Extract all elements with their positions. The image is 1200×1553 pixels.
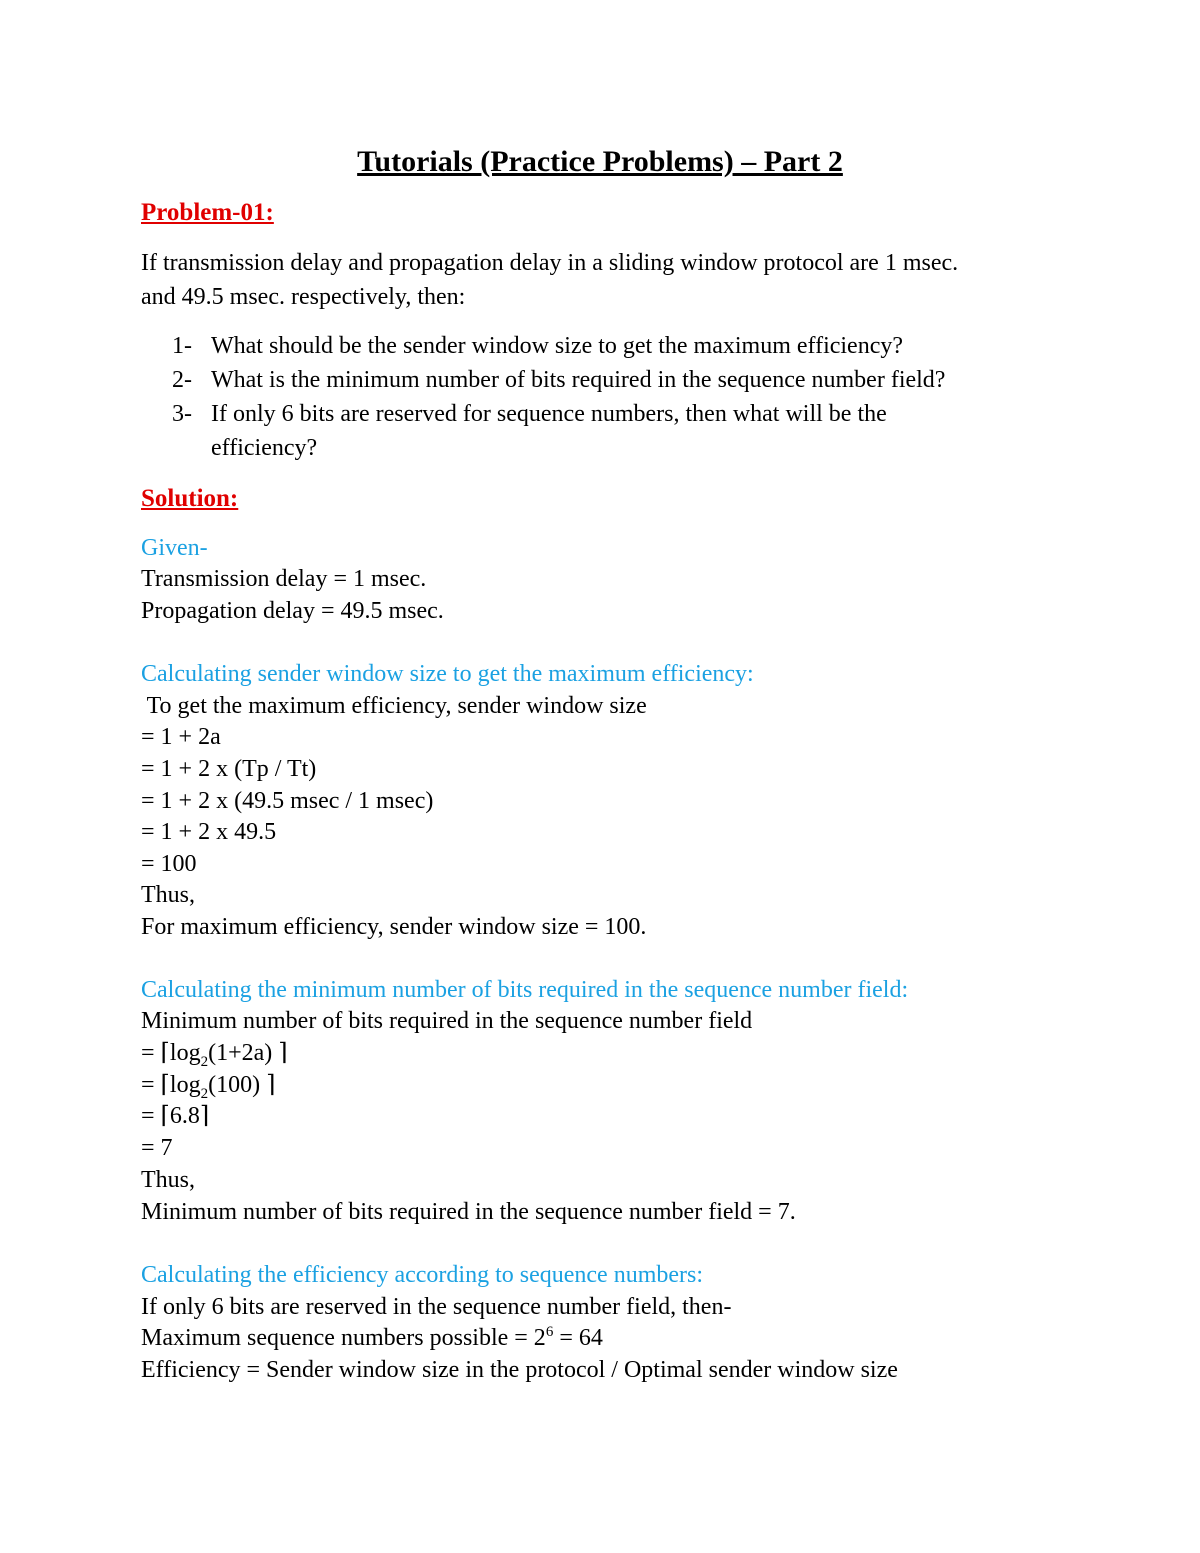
question-number: 1- [172,333,192,359]
bits-equation-4: = 7 [141,1135,173,1161]
page-title: Tutorials (Practice Problems) – Part 2 [357,145,843,178]
given-line: Propagation delay = 49.5 msec. [141,598,444,624]
window-line: = 1 + 2 x (Tp / Tt) [141,756,317,782]
given-line: Transmission delay = 1 msec. [141,566,427,592]
bits-equation-2: = $⌈\log_2(100)$ ⌉ [141,1072,276,1102]
bits-line: Minimum number of bits required in the sequence number field [141,1008,753,1034]
window-line: = 1 + 2a [141,724,221,750]
bits-equation-1: = $⌈\log_2(1+2a)$ ⌉ [141,1040,288,1070]
window-line: = 1 + 2 x 49.5 [141,819,277,845]
bits-section-heading: Calculating the minimum number of bits required in the sequence number field: [141,977,909,1003]
question-number: 2- [172,367,192,393]
question-text: What should be the sender window size to get the maximum efficiency? [211,333,904,359]
question-text-continuation: efficiency? [211,435,318,461]
efficiency-line-2: Maximum sequence numbers possible = $2^6 = 64$ [141,1324,603,1351]
solution-heading: Solution: [141,485,239,512]
given-label: Given- [141,535,208,561]
question-number: 3- [172,401,192,427]
window-line: To get the maximum efficiency, sender window size [141,693,647,719]
window-line: = 100 [141,851,197,877]
window-line: Thus, [141,882,195,908]
window-line: = 1 + 2 x (49.5 msec / 1 msec) [141,788,434,814]
question-text: What is the minimum number of bits required in the sequence number field? [211,367,946,393]
question-text: If only 6 bits are reserved for sequence numbers, then what will be the [211,401,887,427]
problem-statement-line-1: If transmission delay and propagation delay in a sliding window protocol are 1 msec. [141,250,959,276]
window-conclusion: For maximum efficiency, sender window size = 100. [141,914,647,940]
bits-thus: Thus, [141,1167,195,1193]
bits-equation-3: = ⌈6.8⌉ [141,1103,210,1129]
efficiency-section-heading: Calculating the efficiency according to sequence numbers: [141,1262,704,1288]
efficiency-line-3: Efficiency = Sender window size in the protocol / Optimal sender window size [141,1357,898,1383]
problem-heading: Problem-01: [141,199,274,226]
efficiency-line-1: If only 6 bits are reserved in the sequence number field, then- [141,1294,732,1320]
bits-conclusion: Minimum number of bits required in the sequence number field = 7. [141,1199,796,1225]
problem-statement-line-2: and 49.5 msec. respectively, then: [141,284,466,310]
window-section-heading: Calculating sender window size to get the maximum efficiency: [141,661,754,687]
